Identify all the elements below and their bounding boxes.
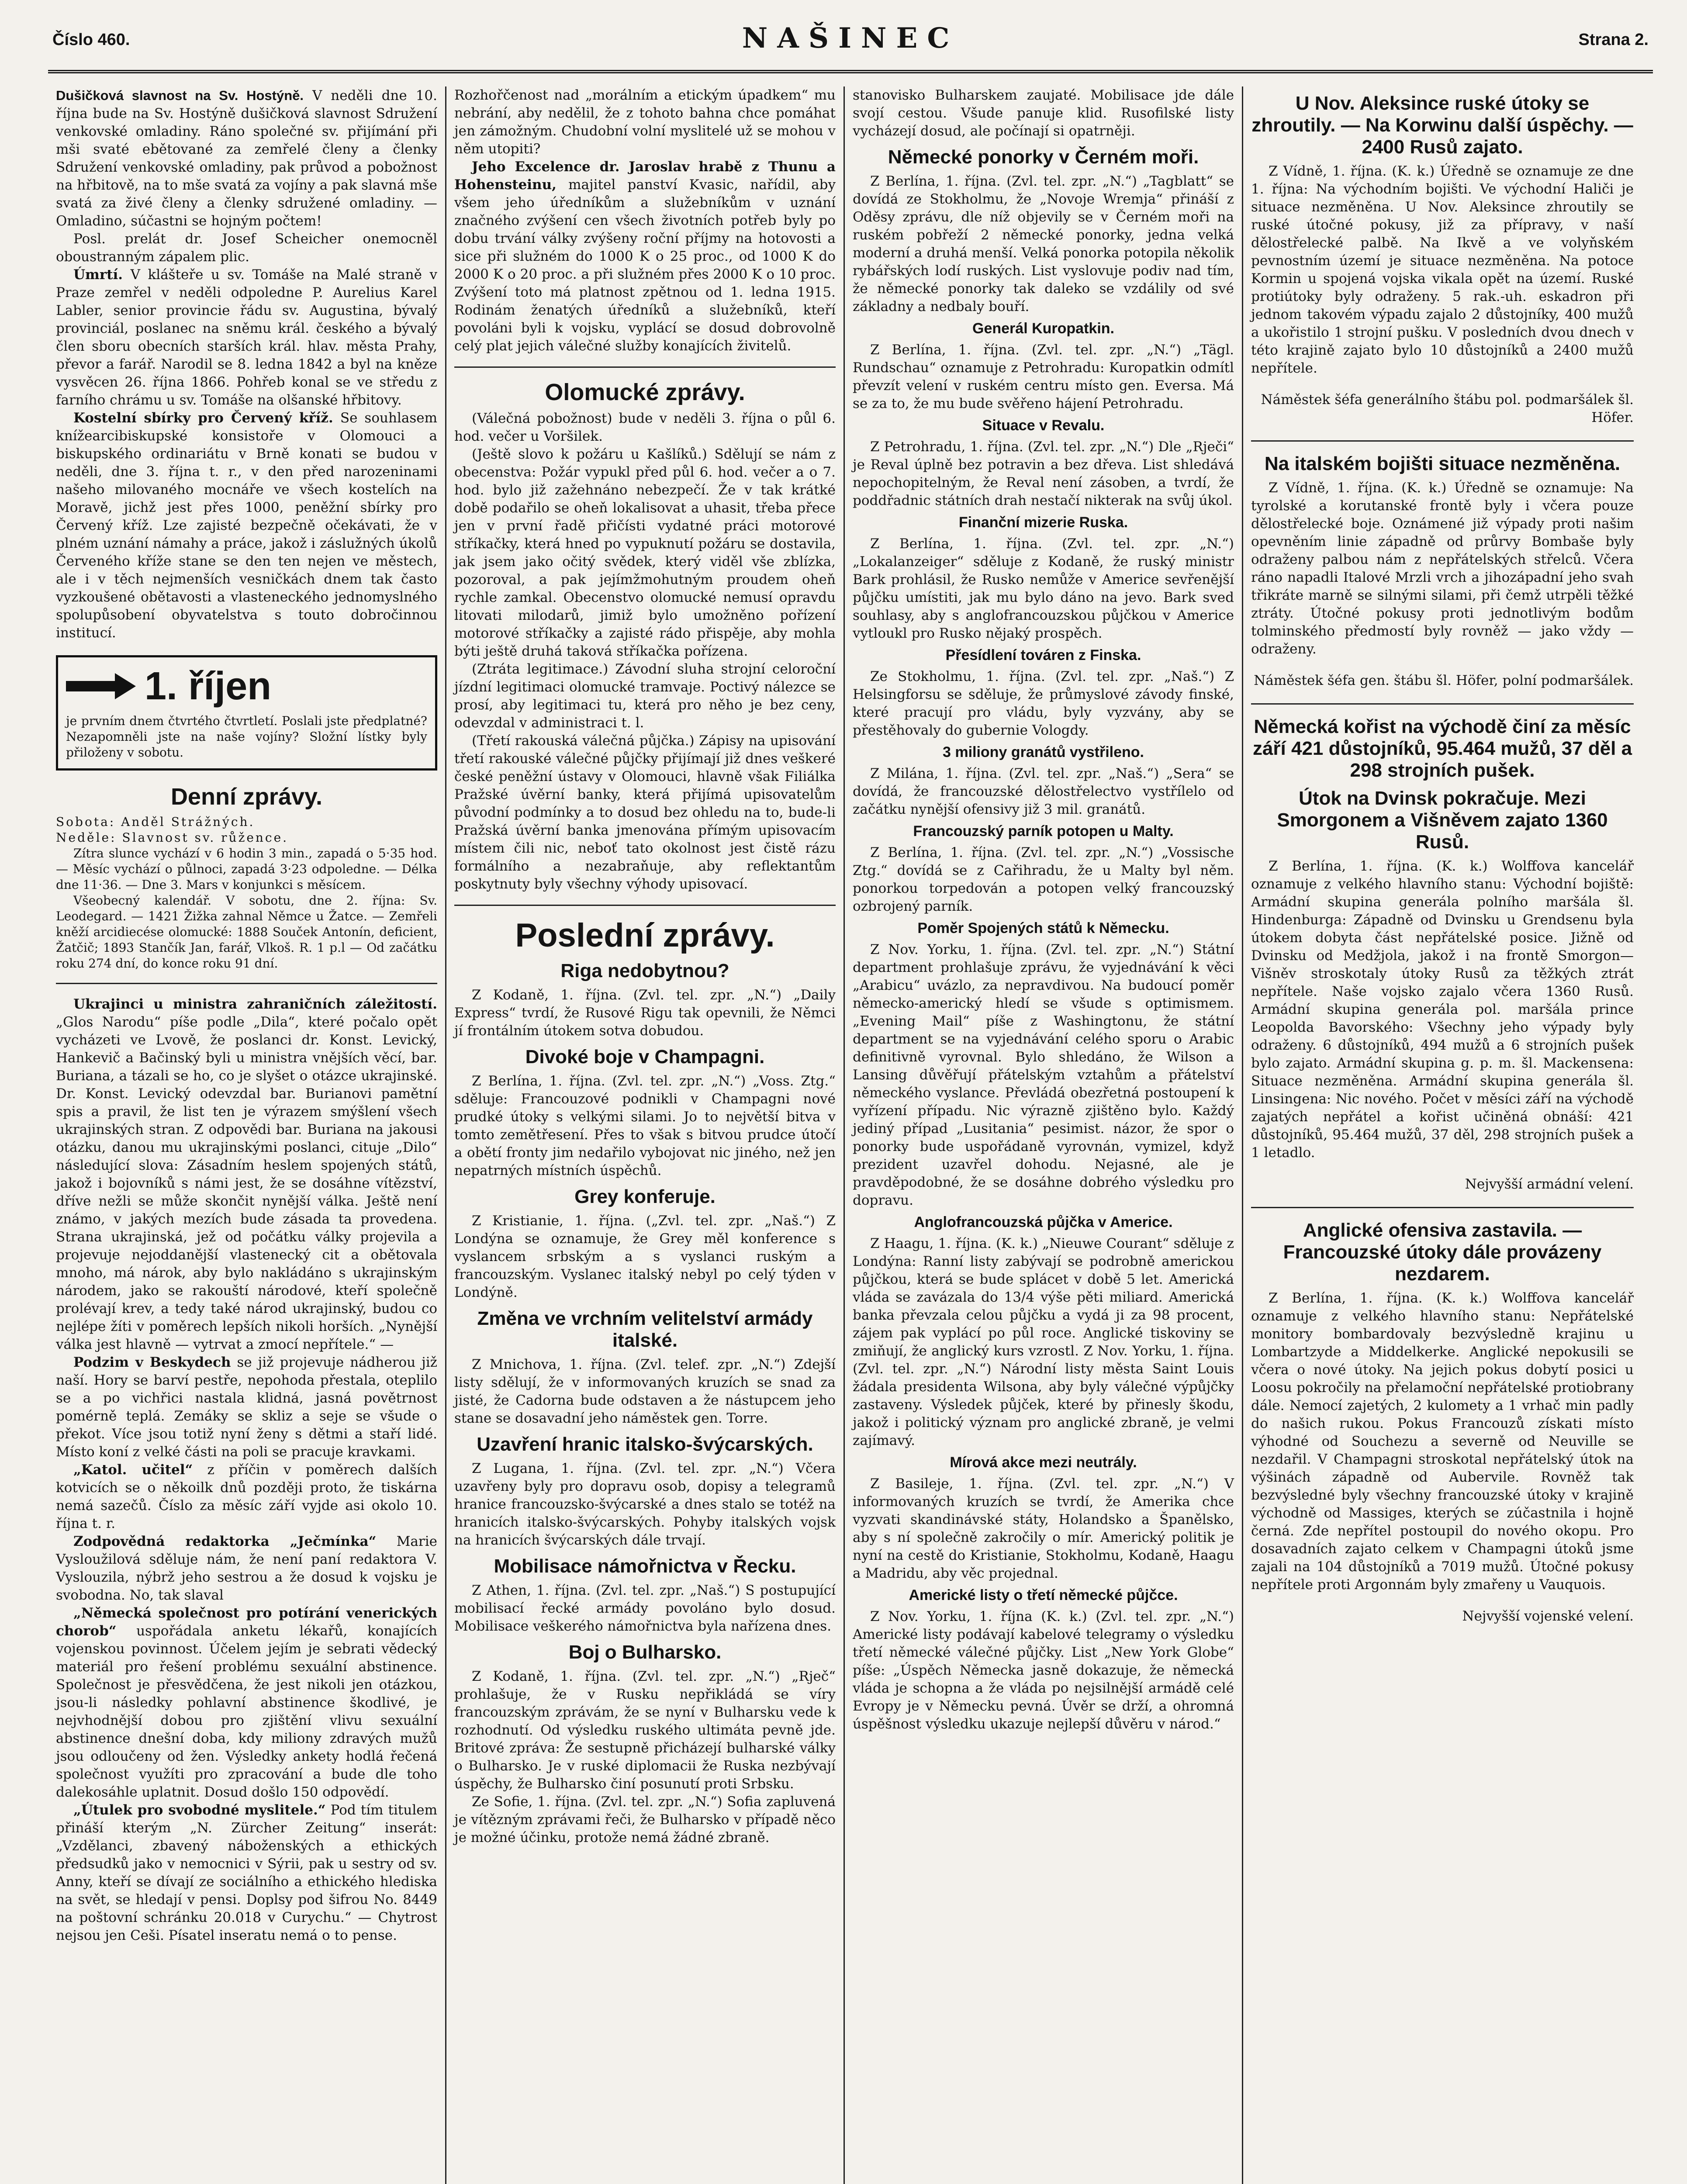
- article-title: „Útulek pro svobodné myslitele.“: [73, 1802, 326, 1818]
- article-body: „Glos Narodu“ píše podle „Dila“, které počalo opět vycházeti ve Lvově, že poslanci dr. Konst. Levický, Hankevič a Bačinský byli u ministra vnějších věcí, bar. Buriana, a tázali se ho, co je slyšet o otázce ukrajinské. Dr. Konst. Levický odevzdal bar. Burianovi pamětní spis a pravil, že list ten je výrazem smýšlení všech ukrajinských stran. Z odpovědi bar. Buriana na jakousi otázku, danou mu ukrajinskými poslanci, cituje „Dilo“ následující slova: Zásadním heslem spojených států, jakož i bojovníků s námi jest, že se dosáhne vítězství, dříve nežli se může skončit nynější válka. Ještě není známo, v jakých mezích bude zásada ta provedena. Strana ukrajinská, jež od počátku války projevila a projevuje nejoddanější vlastenecký cit a obětovala mnoho, má nárok, aby bylo nakládáno s ukrajinským národem, jako se rakouští národové, kteří společně prolévají krev, a tedy také národ ukrajinský, budou co nejlépe žíti v poměrech lepších nikoli horších. „Nynější válka jest hlavně — vytrvat a zmocí nepřítele.“ —: [56, 1014, 437, 1352]
- headline: Německá kořist na východě činí za měsíc září 421 důstojníků, 95.464 mužů, 37 děl a 298 strojních pušek.: [1252, 716, 1632, 781]
- article: (Třetí rakouská válečná půjčka.) Zápisy na upisování třetí rakouské válečné půjčky přijímají již dnes veškeré české peněžní ústavy v Olomouci, hlavně však Filiálka Pražské úvěrní banky, která přijímá upisovatelům původní podmínky a to dosud bez ohledu na to, bude-li Pražská úvěrní banka jmenována přímým upisovacím místem čili nic, neboť tato okolnost jest čistě rázu formálního a nezabraňuje, aby reflektantům poskytnuty byly všechny výhody upisovací.: [454, 733, 836, 892]
- date-badge: [66, 665, 427, 707]
- signature: Náměstek šéfa generálního štábu pol. podmaršálek šl. Höfer.: [1261, 392, 1634, 425]
- article: [56, 1354, 437, 1461]
- section-title: Olomucké zprávy.: [545, 379, 745, 405]
- headline: Francouzský parník potopen u Malty.: [913, 823, 1174, 840]
- calendar-line: Neděle: Slavnost sv. růžence.: [56, 830, 289, 845]
- headline: Anglické ofensiva zastavila. — Francouzské útoky dále provázeny nezdarem.: [1283, 1220, 1602, 1285]
- article: [56, 995, 437, 1354]
- headline: Mírová akce mezi neutrály.: [950, 1454, 1137, 1471]
- article-title: „Německá společnost pro potírání venerických chorob“: [56, 1605, 437, 1639]
- article-body: z příčin v poměrech dalších kotvicích se o někoilk dnů později proto, že tiskárna nemá sazečů. Číslo za měsíc září vyjde asi okolo 10. října t. r.: [56, 1462, 437, 1531]
- signature: Náměstek šéfa gen. štábu šl. Höfer, polní podmaršálek.: [1254, 673, 1634, 688]
- article-body: Z Milána, 1. října. (Zvl. tel. zpr. „Naš.“) „Sera“ se dovídá, že francouzské dělostřelectvo vystřílelo od začátku nynější ofensivy již 3 mil. granátů.: [853, 766, 1234, 817]
- divider: [1251, 1207, 1634, 1208]
- article-title: Kostelní sbírky pro Červený kříž.: [73, 410, 333, 426]
- signature: Nejvyšší vojenské velení.: [1462, 1608, 1634, 1624]
- headline: Divoké boje v Champagni.: [525, 1046, 765, 1068]
- article: Posl. prelát dr. Josef Scheicher onemocněl oboustranným zápalem plic.: [56, 231, 437, 265]
- calendar-line: Sobota: Anděl Strážných.: [56, 815, 255, 829]
- article-body: Z Vídně, 1. října. (K. k.) Úředně se oznamuje ze dne 1. října: Na východním bojišti. Ve východní Haliči je situace nezměněna. U Nov. Aleksince zhroutily se ruské útočné pokusy, již za přípravy, v naší dělostřelecké palbě. Na Ikvě a ve volyňském pevnostním území je situace nezměněna. Na potoce Kormin u spojená vojska vikala opět na území. Ruské protiútoky byly odraženy. 5 rak.-uh. eskadron při jednom takovém výpadu zajalo 2 důstojníky, 400 mužů a ukořistilo 1 strojní pušku. V posledních dvou dnech v této krajině zajato bylo 10 důstojníků a 2400 mužů nepřítele.: [1251, 163, 1634, 376]
- headline: Situace v Revalu.: [982, 417, 1105, 434]
- article-body: Z Nov. Yorku, 1. října (K. k.) (Zvl. tel. zpr. „N.“) Americké listy podávají kabelové telegramy o výsledku třetí německé válečné půjčky. List „New York Globe“ píše: „Úspěch Německa jasně dokazuje, že německá vláda je schopna a že vláda po nejsilnější armádě celé Evropy je v Německu pevná. Úvěr se drží, a ohromná úspěšnost výsledku ukazuje nejlepší důvěru v národ.“: [853, 1609, 1234, 1732]
- article-body: Z Haagu, 1. října. (K. k.) „Nieuwe Courant“ sděluje z Londýna: Ranní listy zabývají se podrobně americkou půjčkou, která se bude splácet v době 5 let. Americká vláda se zavázala do 13/4 výše pěti miliard. Americká banka převzala celou půjčku a vydá ji za 98 procent, zájem pak vyplácí po půl roce. Anglické tiskoviny se zmiňují, že anglický kurs vzrostl. Z Nov. Yorku, 1. října. (Zvl. tel. zpr. „N.“) Národní listy města Saint Louis žádala presidenta Wilsona, aby byly válečné výpůjčky zastaveny. Výsledek půjček, které by přinesly škodu, jakož i politický význam pro anglické zbraně, je velmi zajímavý.: [853, 1236, 1234, 1448]
- article-body: Z Kodaně, 1. října. (Zvl. tel. zpr. „N.“) „Daily Express“ tvrdí, že Rusové Rigu tak opevnili, že Němci jí frontálním útokem sotva dobudou.: [454, 987, 836, 1039]
- article-body: Z Mnichova, 1. října. (Zvl. telef. zpr. „N.“) Zdejší listy sdělují, že v informovaných kruzích se snad za jisté, že Cadorna bude odstaven a že nástupcem jeho stane se dosavadní jeho náměstek gen. Torre.: [454, 1357, 836, 1426]
- headline: 3 miliony granátů vystřileno.: [942, 744, 1144, 760]
- column-3: [845, 86, 1243, 2184]
- article-body: Z Berlína, 1. října. (Zvl. tel. zpr. „N.“) „Vossische Ztg.“ dovídá se z Cařihradu, že u Malty byl něm. ponorkou torpedován a potopen velký francouzský ozbrojený parník.: [853, 845, 1234, 914]
- headline: Uzavření hranic italsko-švýcarských.: [477, 1434, 813, 1455]
- article: [454, 158, 836, 355]
- article: (Ztráta legitimace.) Závodní sluha strojní celoroční jízdní legitimaci olomucké tramvaje. Poctivý nálezce se prosí, aby legitimaci tu, která pro něho je bez ceny, odevzdal v administraci t. l.: [454, 661, 836, 731]
- article-body: Ze Sofie, 1. října. (Zvl. tel. zpr. „N.“) Sofia zapluvená je vítězným zprávami řeči, že Bulharsko v případě něco je možné účinku, protože nemá žádné zbraně.: [454, 1794, 836, 1845]
- section-title: Poslední zprávy.: [515, 917, 775, 954]
- headline: Grey konferuje.: [574, 1186, 716, 1207]
- subscription-notice-box: [56, 655, 437, 771]
- divider: [1251, 703, 1634, 705]
- article-body: V neděli dne 10. října bude na Sv. Hostýně dušičková slavnost Sdružení venkovské omladiny. Ráno společné sv. přijímání při mši svaté ebětované za zemřelé členy a členky Sdružení venkovské omladiny, pak průvod a pobožnost na hřbitově, na to mše svatá za vojíny a pak slavná mše svatá za živé členy a členky sdružené omladiny. — Omladino, súčastni se hojným počtem!: [56, 88, 437, 229]
- article-body: Ze Stokholmu, 1. října. (Zvl. tel. zpr. „Naš.“) Z Helsingforsu se sděluje, že průmyslové závody finské, které pracují pro vládu, byly vyzvány, aby se přestěhovaly do gubernie Vologdy.: [853, 669, 1234, 738]
- article: [56, 409, 437, 642]
- article: [56, 1461, 437, 1533]
- page-header: [48, 17, 1653, 73]
- article-body: Z Berlína, 1. října. (Zvl. tel. zpr. „N.“) „Tagblatt“ se dovídá ze Stokholmu, že „Novoje Wremja“ přináší z Oděsy zprávu, dle níž objevily se v Černém moři na ruském pobřeží 2 německé ponorky, jedna velká moderní a druhá menší. Velká ponorka potopila několik rybářských lodí ruských. List vyslovuje podiv nad tím, že německé ponorky tak daleko se vzdálily od své základny a nedbaly bouří.: [853, 173, 1234, 314]
- article-continuation: Rozhořčenost nad „morálním a etickým úpadkem“ mu nebrání, aby nedělil, že z tohoto bahna chce pomáhat jen zámožným. Chudobní volní myslitelé už se mohou v něm utopiti?: [454, 87, 836, 157]
- article-body: Marie Vysloužilová sděluje nám, že není paní redaktora V. Vyslouzila, nýbrž jeho sestrou a že dosud k vojsku je svobodna. No, tak slaval: [56, 1534, 437, 1603]
- calendar-line: Všeobecný kalendář. V sobotu, dne 2. října: Sv. Leodegard. — 1421 Žižka zahnal Němce u Žatce. — Zemřeli kněží arcidiecése olomucké: 1888 Souček Antonín, deficient, Žatčič; 1893 Stančík Jan, farář, Vlkoš. R. 1 p.l — Od začátku roku 274 dní, do konce roku 91 dní.: [56, 893, 437, 971]
- headline: Na italském bojišti situace nezměněna.: [1264, 453, 1621, 474]
- headline: Generál Kuropatkin.: [972, 320, 1114, 337]
- article-body: Z Kodaně, 1. října. (Zvl. tel. zpr. „N.“) „Rječ“ prohlašuje, že v Rusku nepřikládá se víry francouzským zprávám, že se nyní v Bulharsku vede k rozhodnutí. Od výsledku ruského ultimáta pevně jde. Britové zpráva: Že sestupně přicházejí bulharské války o Bulharsko. Je v ruské diplomacii že Ruska nezbývají úspěchy, že Bulharsko činí posunutí proti Srbsku.: [454, 1669, 836, 1792]
- notice-text: je prvním dnem čtvrtého čtvrtletí. Poslali jste předplatné? Nezapomněli jste na naše vojíny? Složní lístky byly přiloženy v sobotu.: [66, 714, 427, 760]
- article-body: Z Petrohradu, 1. října. (Zvl. tel. zpr. „N.“) Dle „Rječi“ je Reval úplně bez potravin a bez dřeva. List shledává nepochopitelným, že Reval není zásoben, a tvrdí, že poddřadnic státních drah nestačí nikterak na svůj úkol.: [853, 439, 1234, 508]
- article-body: Z Athen, 1. října. (Zvl. tel. zpr. „Naš.“) S postupující mobilisací řecké armády povoláno bylo dosud. Mobilisace veškerého námořnictva byla nařízena dnes.: [454, 1583, 836, 1634]
- headline: Útok na Dvinsk pokračuje. Mezi Smorgonem a Višněvem zajato 1360 Rusů.: [1277, 788, 1608, 853]
- page-number: Strana 2.: [1578, 31, 1649, 49]
- signature: Nejvyšší armádní velení.: [1465, 1176, 1634, 1192]
- headline: Riga nedobytnou?: [560, 960, 729, 981]
- article-body: uspořádala anketu lékařů, konajících vojenskou povinnost. Účelem jejím je sebrati vědecký materiál pro řešení problému sexuální abstinence. Společnost je přesvědčena, že jest nikoli jen otázkou, jsou-li následky pohlavní abstinence škodlivé, je nejvhodnější dobou pro zjištění vlivu sexuální abstinence dnešní doba, kdy miliony zdravých mužů jsou odloučeny od žen. Výsledky ankety hodlá řečená společnost využíti pro zpracování a bude dle toho dalekosáhle uplatnit. Dosud došlo 150 odpovědí.: [56, 1623, 437, 1800]
- column-1: [48, 86, 446, 2184]
- article: [56, 266, 437, 409]
- section-title: Denní zprávy.: [170, 784, 323, 810]
- issue-number: Číslo 460.: [52, 31, 130, 49]
- article-body: Z Berlína, 1. října. (Zvl. tel. zpr. „N.“) „Voss. Ztg.“ sděluje: Francouzové podnikli v Champagni nové prudké útoky s velkými silami. Jo to největší bitva v tomto zemětřesení. Přes to však s bitvou prudce útočí a obětí fronty jim nedařilo vybojovat nic jiného, než jen nepatrných místních úspěchů.: [454, 1073, 836, 1178]
- date-title: 1. říjen: [145, 664, 272, 708]
- article-body: Z Kristianie, 1. října. („Zvl. tel. zpr. „Naš.“) Z Londýna se oznamuje, že Grey měl konference s vyslancem srbským a s vyslanci ruským a francouzským. Vyslanec italský nebyl po celý týden v Londýně.: [454, 1213, 836, 1300]
- columns: [48, 86, 1653, 2184]
- article-title: Zodpovědná redaktorka „Ječmínka“: [73, 1534, 377, 1549]
- headline: Poměr Spojených států k Německu.: [917, 920, 1169, 936]
- article-continuation: stanovisko Bulharskem zaujaté. Mobilisace jde dále svojí cestou. Všude panuje klid. Rusofilské listy vycházejí dosud, ale počínají si opatrněji.: [853, 87, 1234, 139]
- headline: U Nov. Aleksince ruské útoky se zhroutily. — Na Korwinu další úspěchy. — 2400 Rusů zajato.: [1251, 93, 1633, 158]
- calendar-line: Zítra slunce vychází v 6 hodin 3 min., zapadá o 5·35 hod. — Měsíc vychází o půlnoci, zapadá 3·23 odpoledne. — Délka dne 11·36. — Dne 3. Mars v konjunkci s měsícem.: [56, 846, 437, 892]
- article: (Ještě slovo k požáru u Kašlíků.) Sdělují se nám z obecenstva: Požár vypukl před půl 6. hod. večer a o 7. hod. bylo již zažehnáno nebezpečí. Že v tak krátké době podařilo se oheň lokalisovat a uhasit, třeba přece jen v první řadě přičísti vydatné práci motorové stříkačky, která hned po vypuknutí požáru se dostavila, jak jsem jako očitý svědek, který viděl vše zblízka, pozoroval, a pak jejímžmohutným proudem oheň rychle zamkal. Obecenstvo olomucké nemusí opravdu litovati milodarů, jimiž bylo umožněno pořízení motorové stříkačky a zajisté rádo přispěje, aby mohla býti ještě druhá taková stříkačka pořízena.: [454, 446, 836, 659]
- headline: Změna ve vrchním velitelství armády italské.: [477, 1308, 813, 1351]
- article-body: Z Berlína, 1. října. (K. k.) Wolffova kancelář oznamuje z velkého hlavního stanu: Východní bojiště: Armádní skupina generála polního maršála šl. Hindenburga: Západně od Dvinsku u Grendsenu byla útokem dobyta část nepřátelské posice. Jižně od Dvinsku od Medžjola, jakož i na frontě Smorgon—Višněv stroskotaly útoky Rusů za těžkých ztrát nepřítele. Naše vojsko zajalo včera 1360 Rusů. Armádní skupina generála pol. maršála prince Leopolda Bavorského: Všechny jeho výpady byly odraženy. 6 důstojníků, 494 mužů a 6 strojních pušek bylo zajato. Armádní skupina g. p. m. šl. Mackensena: Situace nezměněna. Armádní skupina generála šl. Linsingena: Nic nového. Počet v měsíci září na východě zajatých nepřátel a kořist učiněná obnáší: 421 důstojníků, 95.464 mužů, 37 děl, 298 strojních pušek a 1 letadlo.: [1251, 858, 1634, 1161]
- divider: [56, 983, 437, 984]
- article-title: Ukrajinci u ministra zahraničních záležitostí.: [73, 996, 437, 1012]
- article-body: V klášteře u sv. Tomáše na Malé straně v Praze zemřel v neděli odpoledne P. Aurelius Karel Labler, senior provincie řádu sv. Augustina, bývalý provinciál, poslanec na sněmu král. českého a bývalý člen sboru obecních starších král. hlav. města Prahy, převor a farář. Narodil se 8. ledna 1842 a byl na kněze vysvěcen 26. října 1866. Pohřeb konal se ve středu z farního chrámu u sv. Tomáše na olšanské hřbitovy.: [56, 267, 438, 408]
- article-body: majitel panství Kvasic, nařídil, aby všem jeho úředníkům a služebníkům v uznání značného zvýšení cen všech životních potřeb byly po dobu trvání války zvýšeny roční příjmy na hotovosti a sice při služném do 1000 K o 25 proc., od 1000 K do 2000 K o 20 proc. a při služném přes 2000 K o 10 proc. Zvýšení toto má platnost zpětnou od 1. ledna 1915. Rodinám ženatých úředníků a služebníků, kteří povoláni byli k vojsku, vyplácí se dosud dobrovolně celý plat jejich válečné služby konajících živitelů.: [454, 177, 836, 354]
- article: [56, 1533, 437, 1604]
- article: (Válečná pobožnost) bude v neděli 3. října o půl 6. hod. večer u Voršilek.: [454, 411, 836, 444]
- article-body: se již projevuje nádherou již naší. Hory se barví pestře, nepohoda přestala, oteplilo se a po vichřici nastala klidná, jasná povětrnost pomérně teplá. Zemáky se skliz a seje se všude o překot. Více jsou totiž nyní ženy s dětmi a staří lidé. Místo koní z velké části na poli se pracuje kravkami.: [56, 1355, 437, 1460]
- headline: Finanční mizerie Ruska.: [958, 514, 1128, 531]
- divider: [1251, 440, 1634, 442]
- article-body: Z Berlína, 1. října. (Zvl. tel. zpr. „N.“) „Lokalanzeiger“ sděluje z Kodaně, že ruský ministr Bark prohlásil, že Rusko nemůže v Americe sevřenější půjčku umístiti, jak mu bylo dáno na jevo. Bark sved souhlasy, aby s anglofrancouzskou půjčkou v Americe vytloukl pro Rusko nějaký prospěch.: [853, 536, 1234, 641]
- headline: Přesídlení továren z Finska.: [945, 647, 1141, 663]
- divider: [454, 366, 836, 368]
- article: [56, 1604, 437, 1801]
- column-2: [446, 86, 845, 2184]
- headline: Boj o Bulharsko.: [568, 1641, 722, 1663]
- article-title: „Katol. učitel“: [73, 1462, 193, 1478]
- article-body: Z Berlína, 1. října. (Zvl. tel. zpr. „N.“) „Tägl. Rundschau“ oznamuje z Petrohradu: Kuropatkin odmítl převzít velení v ruském centru místo gen. Eversa. Má se za to, že mu bude svěřeno hájení Petrohradu.: [853, 342, 1234, 411]
- article-body: Se souhlasem knížearcibiskupské konsistoře v Olomouci a biskupského ordinariátu v Brně konati se budou v neděli, dne 3. října t. r., v den před narozeninami našeho milovaného mocnáře ve všech kostelích na Moravě, jichž jest přes 1000, peněžní sbírky pro Červený kříž. Lze zajisté bezpečně očekávati, že v plném uznání námahy a práce, jakož i záslužných úkolů Červeného kříže stane se den ten nejen ve městech, ale i v těch nejmenších vesničkách dnem tak často vyzkoušené obětavosti a vlasteneckého jednomyslného spolupůsobení obyvatelstva s touto dobročinnou institucí.: [56, 410, 437, 641]
- divider: [454, 905, 836, 906]
- article-body: Z Basileje, 1. října. (Zvl. tel. zpr. „N.“) V informovaných kruzích se tvrdí, že Amerika chce vyzvati skandinávské státy, Holandsko a Španělsko, aby s ní společně zakročily o mír. Americký politik je nyní na cestě do Kristianie, Stokholmu, Kodaně, Haagu a Madridu, aby věc projednal.: [853, 1476, 1234, 1581]
- column-4: [1243, 86, 1642, 2184]
- article-title: Podzim v Beskydech: [73, 1355, 231, 1370]
- article-body: Z Lugana, 1. října. (Zvl. tel. zpr. „N.“) Včera uzavřeny byly pro dopravu osob, dopisy a telegramů hranice francouzsko-švýcarské a dnes stalo se totéž na hranicích italsko-švýcarských. Pohyby italských vojsk na hranicích švýcarských dále trvají.: [454, 1461, 836, 1548]
- article-body: Z Nov. Yorku, 1. října. (Zvl. tel. zpr. „N.“) Státní department prohlašuje zprávu, že vyjednávání k věci „Arabicu“ uvázlo, za nepravdivou. Na budoucí poměr německo-americký hledí se všude s optimismem. „Evening Mail“ píše z Washingtonu, že státní department se na vyjednávání celého sporu o Arabic definitivně vyrovnal. Bylo shledáno, že Wilson a Lansing důvěřují přátelským vztahům a přátelství německého vyslance. Převládá obezřetná postoupení k vyřízení případu. Nic výrazně zjištěno bylo. Každý jediný případ „Lusitania“ pesimist. názor, že spor o ponorky bude uspořádaně vyrovnán, vymizel, když prezident uzavřel dohodu. Nejasné, ale je pravděpodobné, že se dosáhne dobrého výsledku pro dopravu.: [853, 942, 1234, 1208]
- pointing-hand-icon: [66, 673, 136, 699]
- article: [56, 86, 437, 230]
- masthead: NAŠINEC: [742, 22, 959, 55]
- headline: Americké listy o třetí německé půjčce.: [909, 1587, 1178, 1603]
- article-title: Úmrtí.: [73, 267, 123, 283]
- headline: Německé ponorky v Černém moři.: [888, 146, 1199, 168]
- headline: Mobilisace námořnictva v Řecku.: [494, 1555, 796, 1577]
- article-title: Jeho Excelence dr. Jaroslav hrabě z Thunu a Hohensteinu,: [454, 159, 836, 193]
- article-body: Z Berlína, 1. října. (K. k.) Wolffova kancelář oznamuje z velkého hlavního stanu: Nepřátelské monitory bombardovaly bezvýsledně krajinu u Lombartzyde a Middelkerke. Anglické nepokusili se včera o nové útoky. Na jejich pokus dobytí posici u Loosu pokročily na přelamoční nepřátelské protiobrany dále. Nemocí zajetých, 2 kulomety a 1 vrhač min padly do našich rukou. Pokus Francouzů získati místo výhodné od Souchezu a severně od Neuville se nezdařil. V Champagni stroskotal nepřátelský útok na výšinách západně od Aubervile. Rovněž tak bezvýsledné byly všechny francouzské útoky v krajině východně od Massiges, kterých se zúčastnila i hojně černá. Zde nepřítel postoupil do nového okopu. Pro dosavadních zajato celkem v Champagni útoků jsme zajali na 104 důstojníků a 7019 mužů. Útočné pokusy nepřítele proti Argonnám byly zmařeny u Vauquois.: [1251, 1290, 1634, 1593]
- article-title: Dušičková slavnost na Sv. Hostýně.: [56, 88, 304, 103]
- headline: Anglofrancouzská půjčka v Americe.: [914, 1214, 1173, 1230]
- article-body: Z Vídně, 1. října. (K. k.) Úředně se oznamuje: Na tyrolské a korutanské frontě byly i včera pouze dělostřelecké boje. Oznámené již výpady proti našim opevněním linie západně od průrvy Bombaše byly odraženy palbou nám z nepřátelských střelců. Včera ráno napadli Italové Mrzli vrch a jihozápadní jeho svah třikráte marně se silnými silami, při čemž utrpěli těžké ztráty. Útočné pokusy proti jednotlivým bodům tolminského předmostí byly rovněž — jako vždy — odraženy.: [1251, 480, 1634, 657]
- article: [56, 1801, 437, 1945]
- article-body: Pod tím titulem přináší kterým „N. Zürcher Zeitung“ inserát: „Vzdělanci, zbavený náboženských a ethických předsudků jako v nemocnici v Sýrii, pak u sestry od sv. Anny, kteří se dívají ze sociálního a ethického hlediska na svět, se hledají v pensi. Doplsy pod šifrou No. 8449 na poštovní schránku 20.018 v Curychu.“ — Chytrost nejsou jen Ceši. Písatel inseratu nemá o to pense.: [56, 1802, 437, 1943]
